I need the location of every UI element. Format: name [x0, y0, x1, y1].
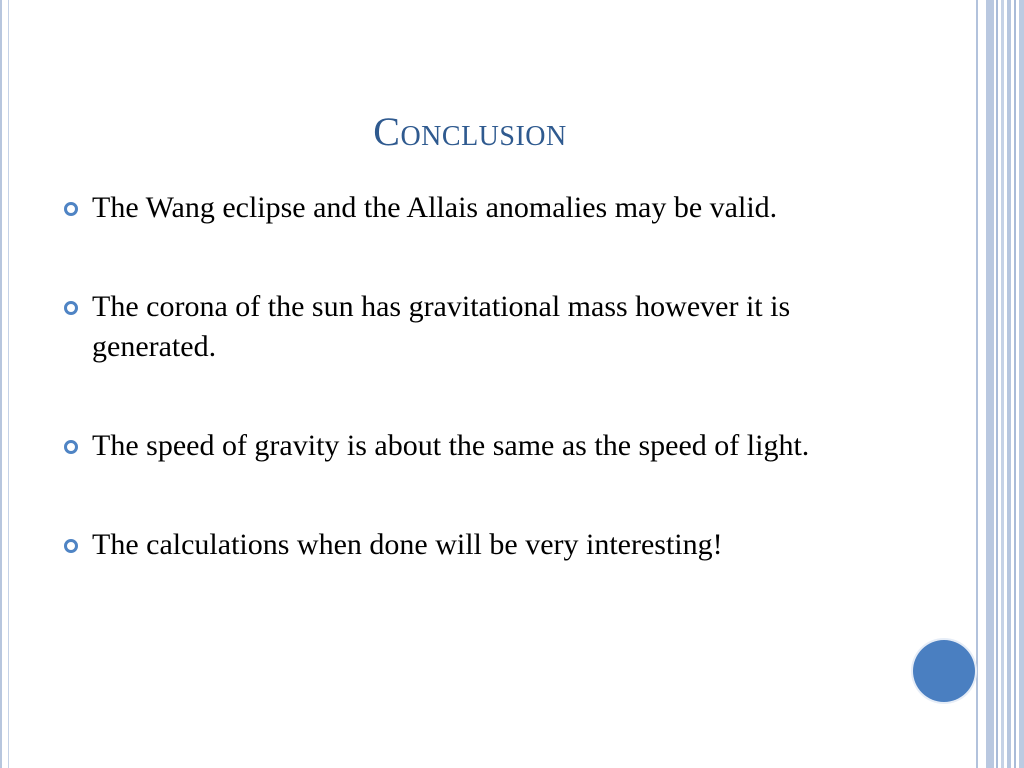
bullet-item: [64, 525, 874, 565]
stripe: [986, 0, 994, 768]
bullet-text: The corona of the sun has gravitational mass however it is generated.: [92, 290, 791, 363]
bullet-item: [64, 426, 874, 466]
bullet-item: [64, 287, 874, 367]
hollow-circle-bullet-icon: [64, 440, 78, 454]
stripe: [996, 0, 998, 768]
bullet-text: The speed of gravity is about the same as the speed of light.: [92, 429, 810, 462]
bullet-text: The Wang eclipse and the Allais anomalies may be valid.: [92, 191, 778, 224]
stripe: [1014, 0, 1016, 768]
bullet-list: [64, 188, 874, 565]
hollow-circle-bullet-icon: [64, 539, 78, 553]
slide-title: Conclusion: [373, 109, 567, 154]
hollow-circle-bullet-icon: [64, 301, 78, 315]
right-decorative-stripes: [976, 0, 1024, 768]
stripe: [976, 0, 978, 768]
bullet-item: [64, 188, 874, 228]
hollow-circle-bullet-icon: [64, 202, 78, 216]
stripe: [1019, 0, 1024, 768]
bullet-text: The calculations when done will be very interesting!: [92, 528, 723, 561]
filled-circle-icon: [913, 640, 975, 702]
stripe: [1007, 0, 1011, 768]
stripe: [1001, 0, 1004, 768]
